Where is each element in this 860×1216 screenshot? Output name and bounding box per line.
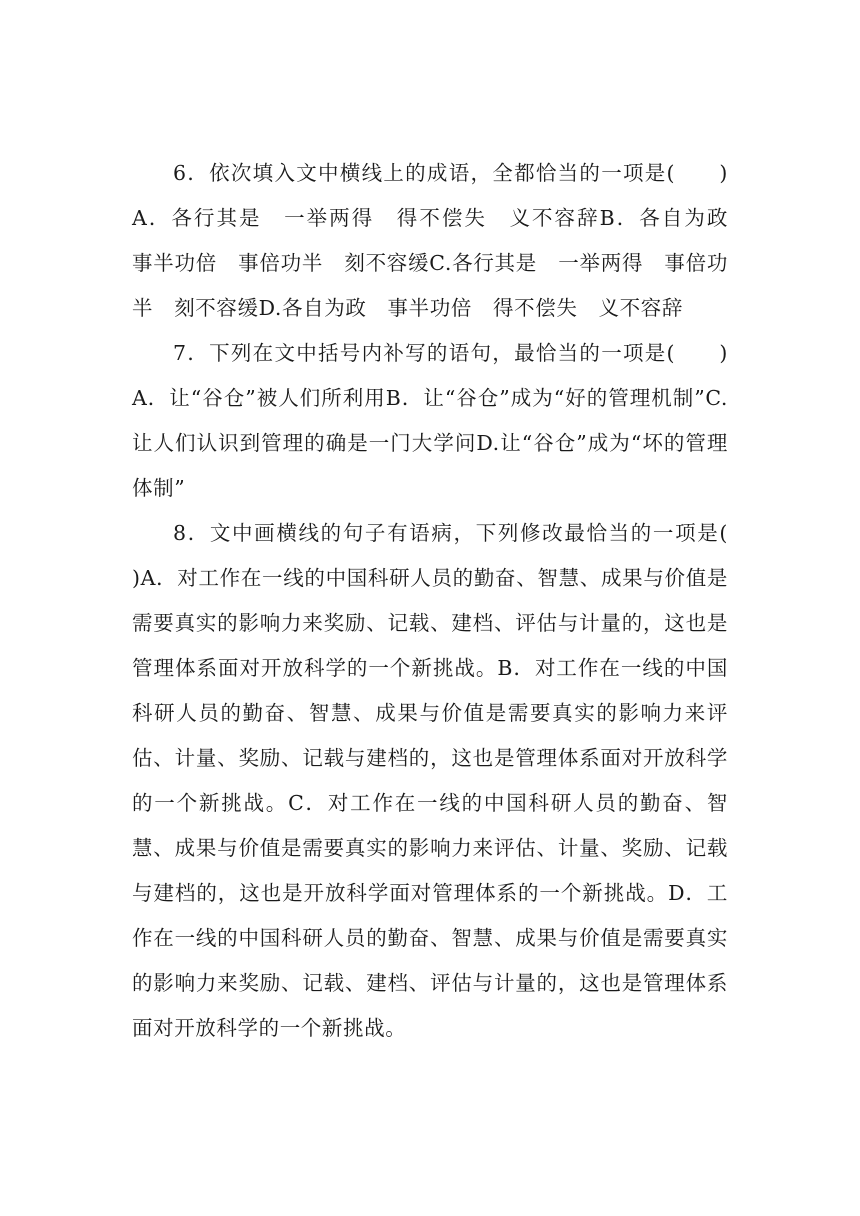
question-6: 6．依次填入文中横线上的成语，全都恰当的一项是( )A．各行其是 一举两得 得不偿失 义不容辞B．各自为政 事半功倍 事倍功半 刻不容缓C.各行其是 一举两得 事倍功半 刻不容缓D.各自为政 事半功倍 得不偿失 义不容辞	[132, 161, 750, 320]
question-8: 8．文中画横线的句子有语病，下列修改最恰当的一项是( )A．对工作在一线的中国科研人员的勤奋、智慧、成果与价值是需要真实的影响力来奖励、记载、建档、评估与计量的，这也是管理体系面对开放科学的一个新挑战。B．对工作在一线的中国科研人员的勤奋、智慧、成果与价值是需要真实的影响力来评估、计量、奖励、记载与建档的，这也是管理体系面对开放科学的一个新挑战。C．对工作在一线的中国科研人员的勤奋、智慧、成果与价值是需要真实的影响力来评估、计量、奖励、记载与建档的，这也是开放科学面对管理体系的一个新挑战。D．工作在一线的中国科研人员的勤奋、智慧、成果与价值是需要真实的影响力来奖励、记载、建档、评估与计量的，这也是管理体系面对开放科学的一个新挑战。	[132, 521, 771, 1040]
document-page	[132, 151, 771, 1051]
question-7: 7．下列在文中括号内补写的语句，最恰当的一项是( )A．让“谷仓”被人们所利用B．让“谷仓”成为“好的管理机制”C.让人们认识到管理的确是一门大学问D.让“谷仓”成为“坏的管理体制”	[132, 341, 728, 500]
